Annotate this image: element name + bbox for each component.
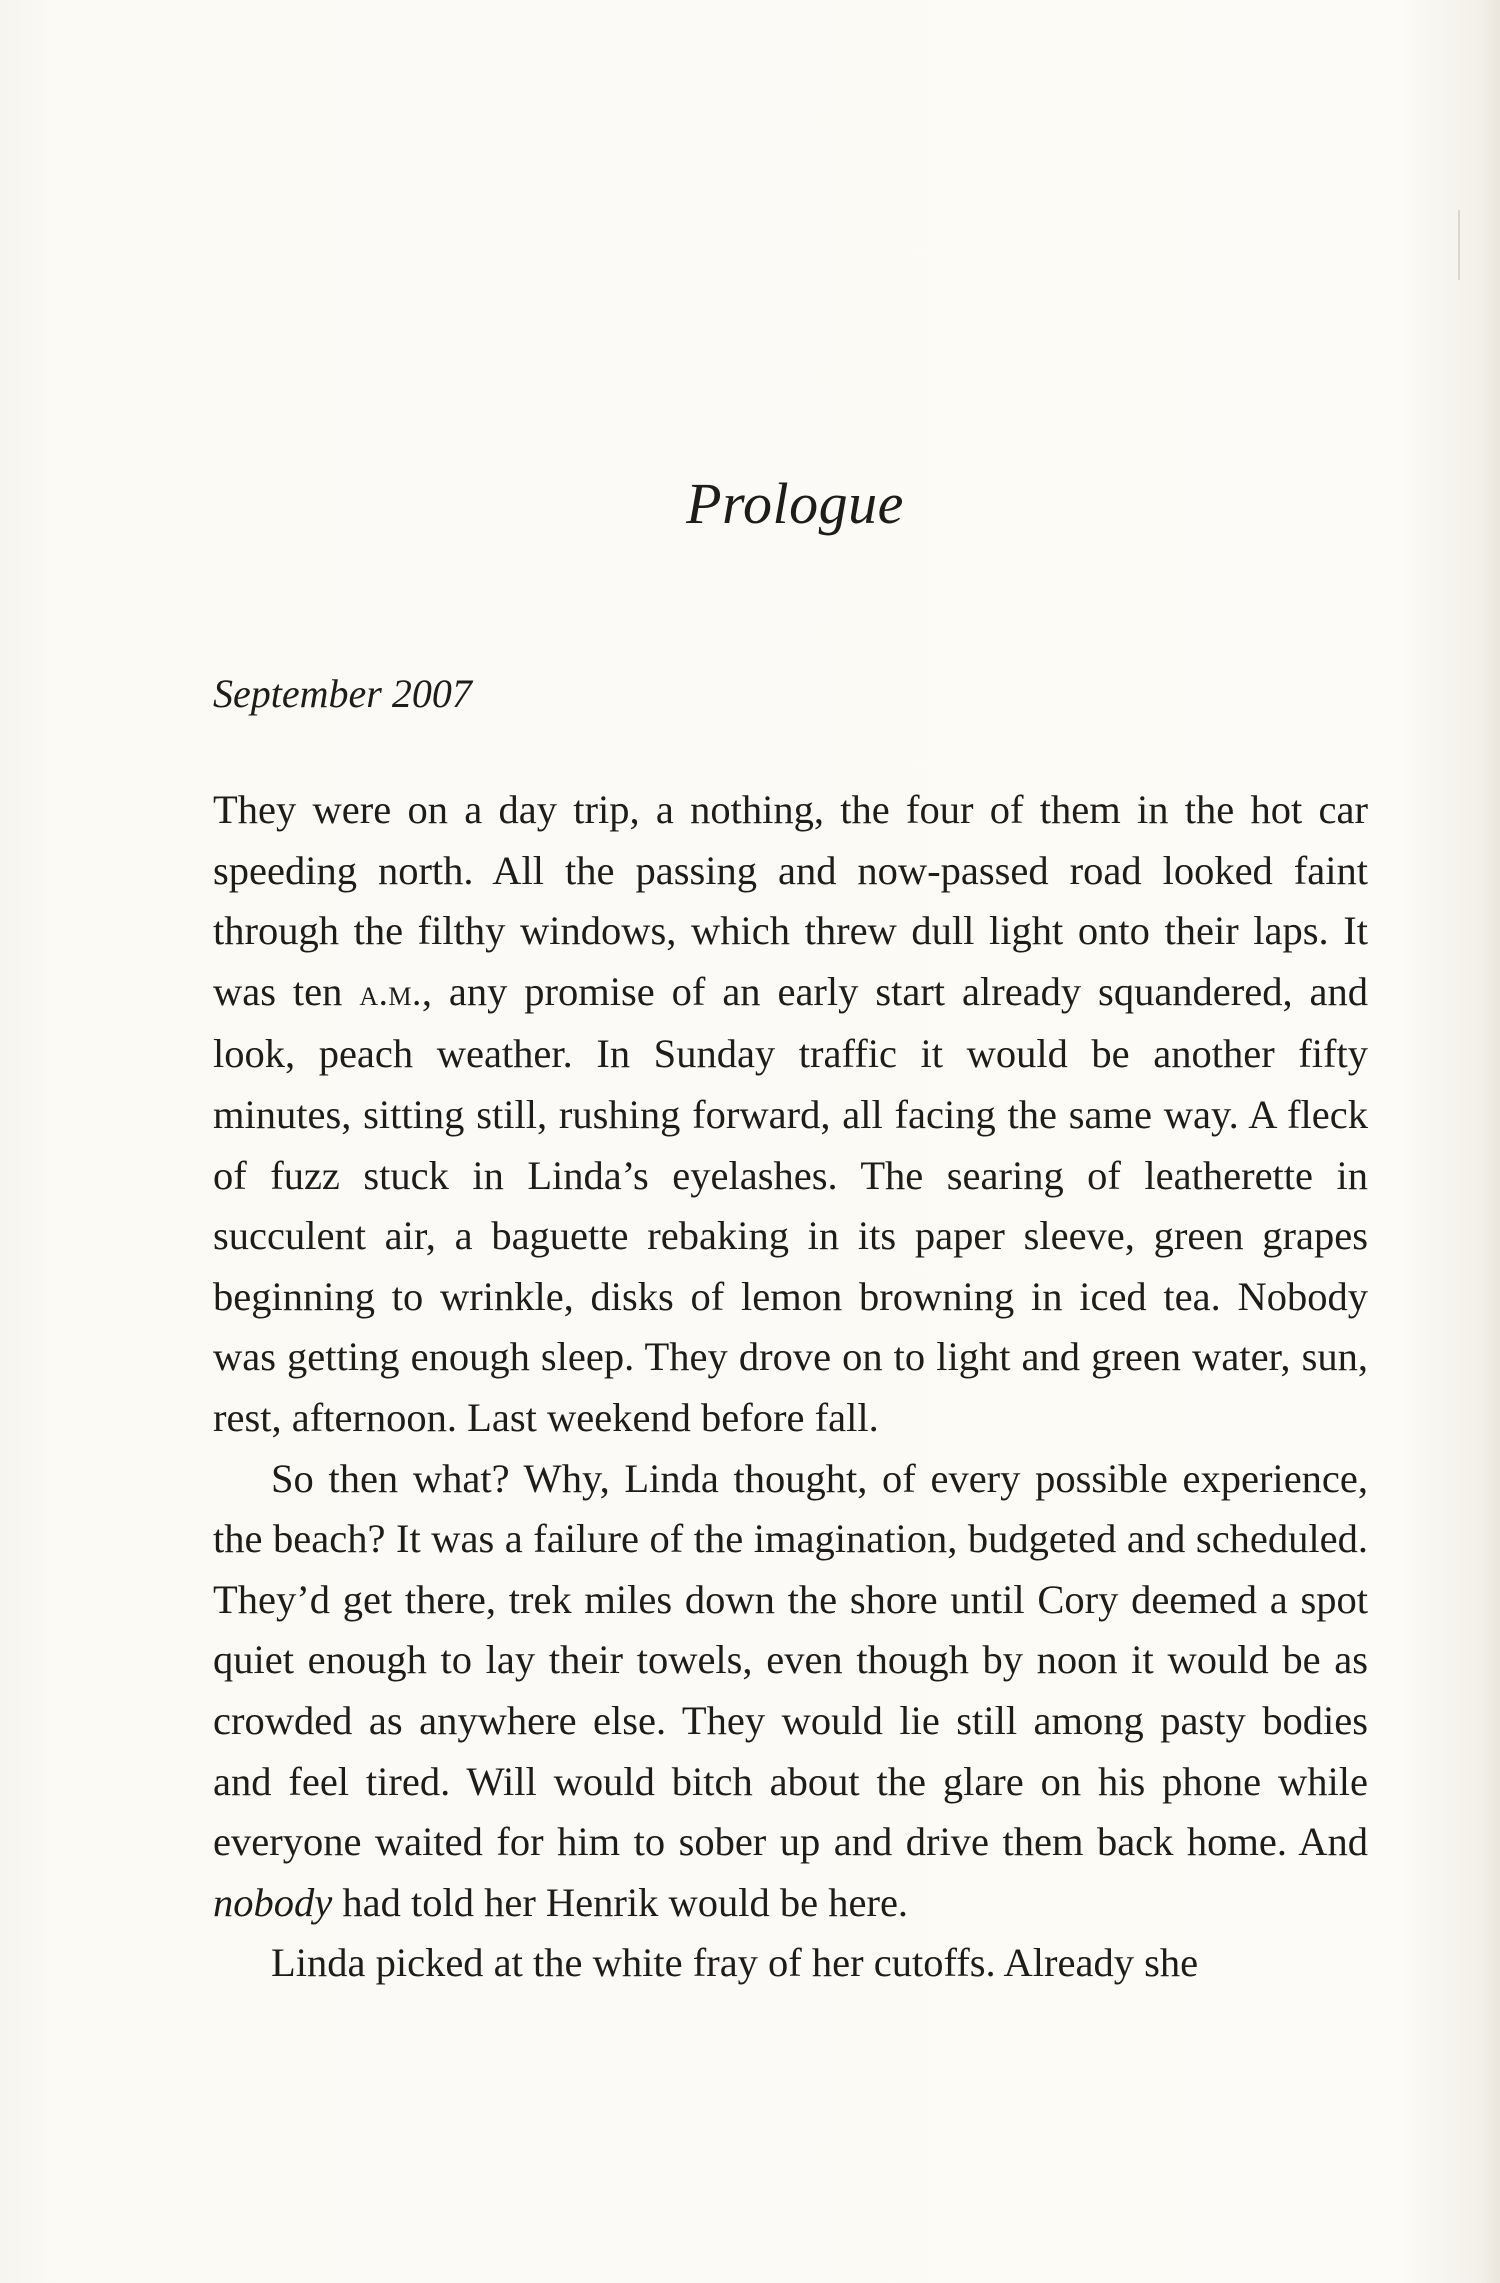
chapter-title: Prologue (686, 471, 904, 536)
emphasis: nobody (213, 1879, 333, 1925)
text-run: Linda picked at the white fray of her cutoffs. Already she (271, 1940, 1199, 1986)
paragraph (213, 1933, 1368, 1994)
text-run: So then what? Why, Linda thought, of every possible experience, the beach? It was a failure of the imagination, budgeted and scheduled. They’d get there, trek miles down the shore until Cory deemed a spot quiet enough to lay their towels, even though by noon it would be as crowded as anywhere else. They would lie still among pasty bodies and feel tired. Will would bitch about the glare on his phone while everyone waited for him to sober up and drive them back home. And (213, 1455, 1368, 1865)
text-run: , any promise of an early start already squandered, and look, peach weather. In Sunday traffic it would be another fifty minutes, sitting still, rushing forward, all facing the same way. A fleck of fuzz stuck in Linda’s eyelashes. The searing of leatherette in succulent air, a baguette rebaking in its paper sleeve, green grapes beginning to wrinkle, disks of lemon browning in iced tea. Nobody was getting enough sleep. They drove on to light and green water, sun, rest, afternoon. Last weekend before fall. (213, 968, 1369, 1440)
paragraph (213, 1449, 1368, 1934)
time-abbreviation: a.m. (359, 972, 422, 1014)
paragraph (213, 780, 1368, 1449)
chapter-date: September 2007 (213, 671, 472, 716)
body-text (213, 780, 1368, 1994)
text-run: They were on a day trip, a nothing, the four of them in the hot car speeding north. All the passing and now-passed road looked faint through the filthy windows, which threw dull light onto their laps. It was ten (213, 787, 1368, 1014)
page-edge-mark (1458, 210, 1460, 280)
text-run: had told her Henrik would be here. (332, 1879, 909, 1925)
